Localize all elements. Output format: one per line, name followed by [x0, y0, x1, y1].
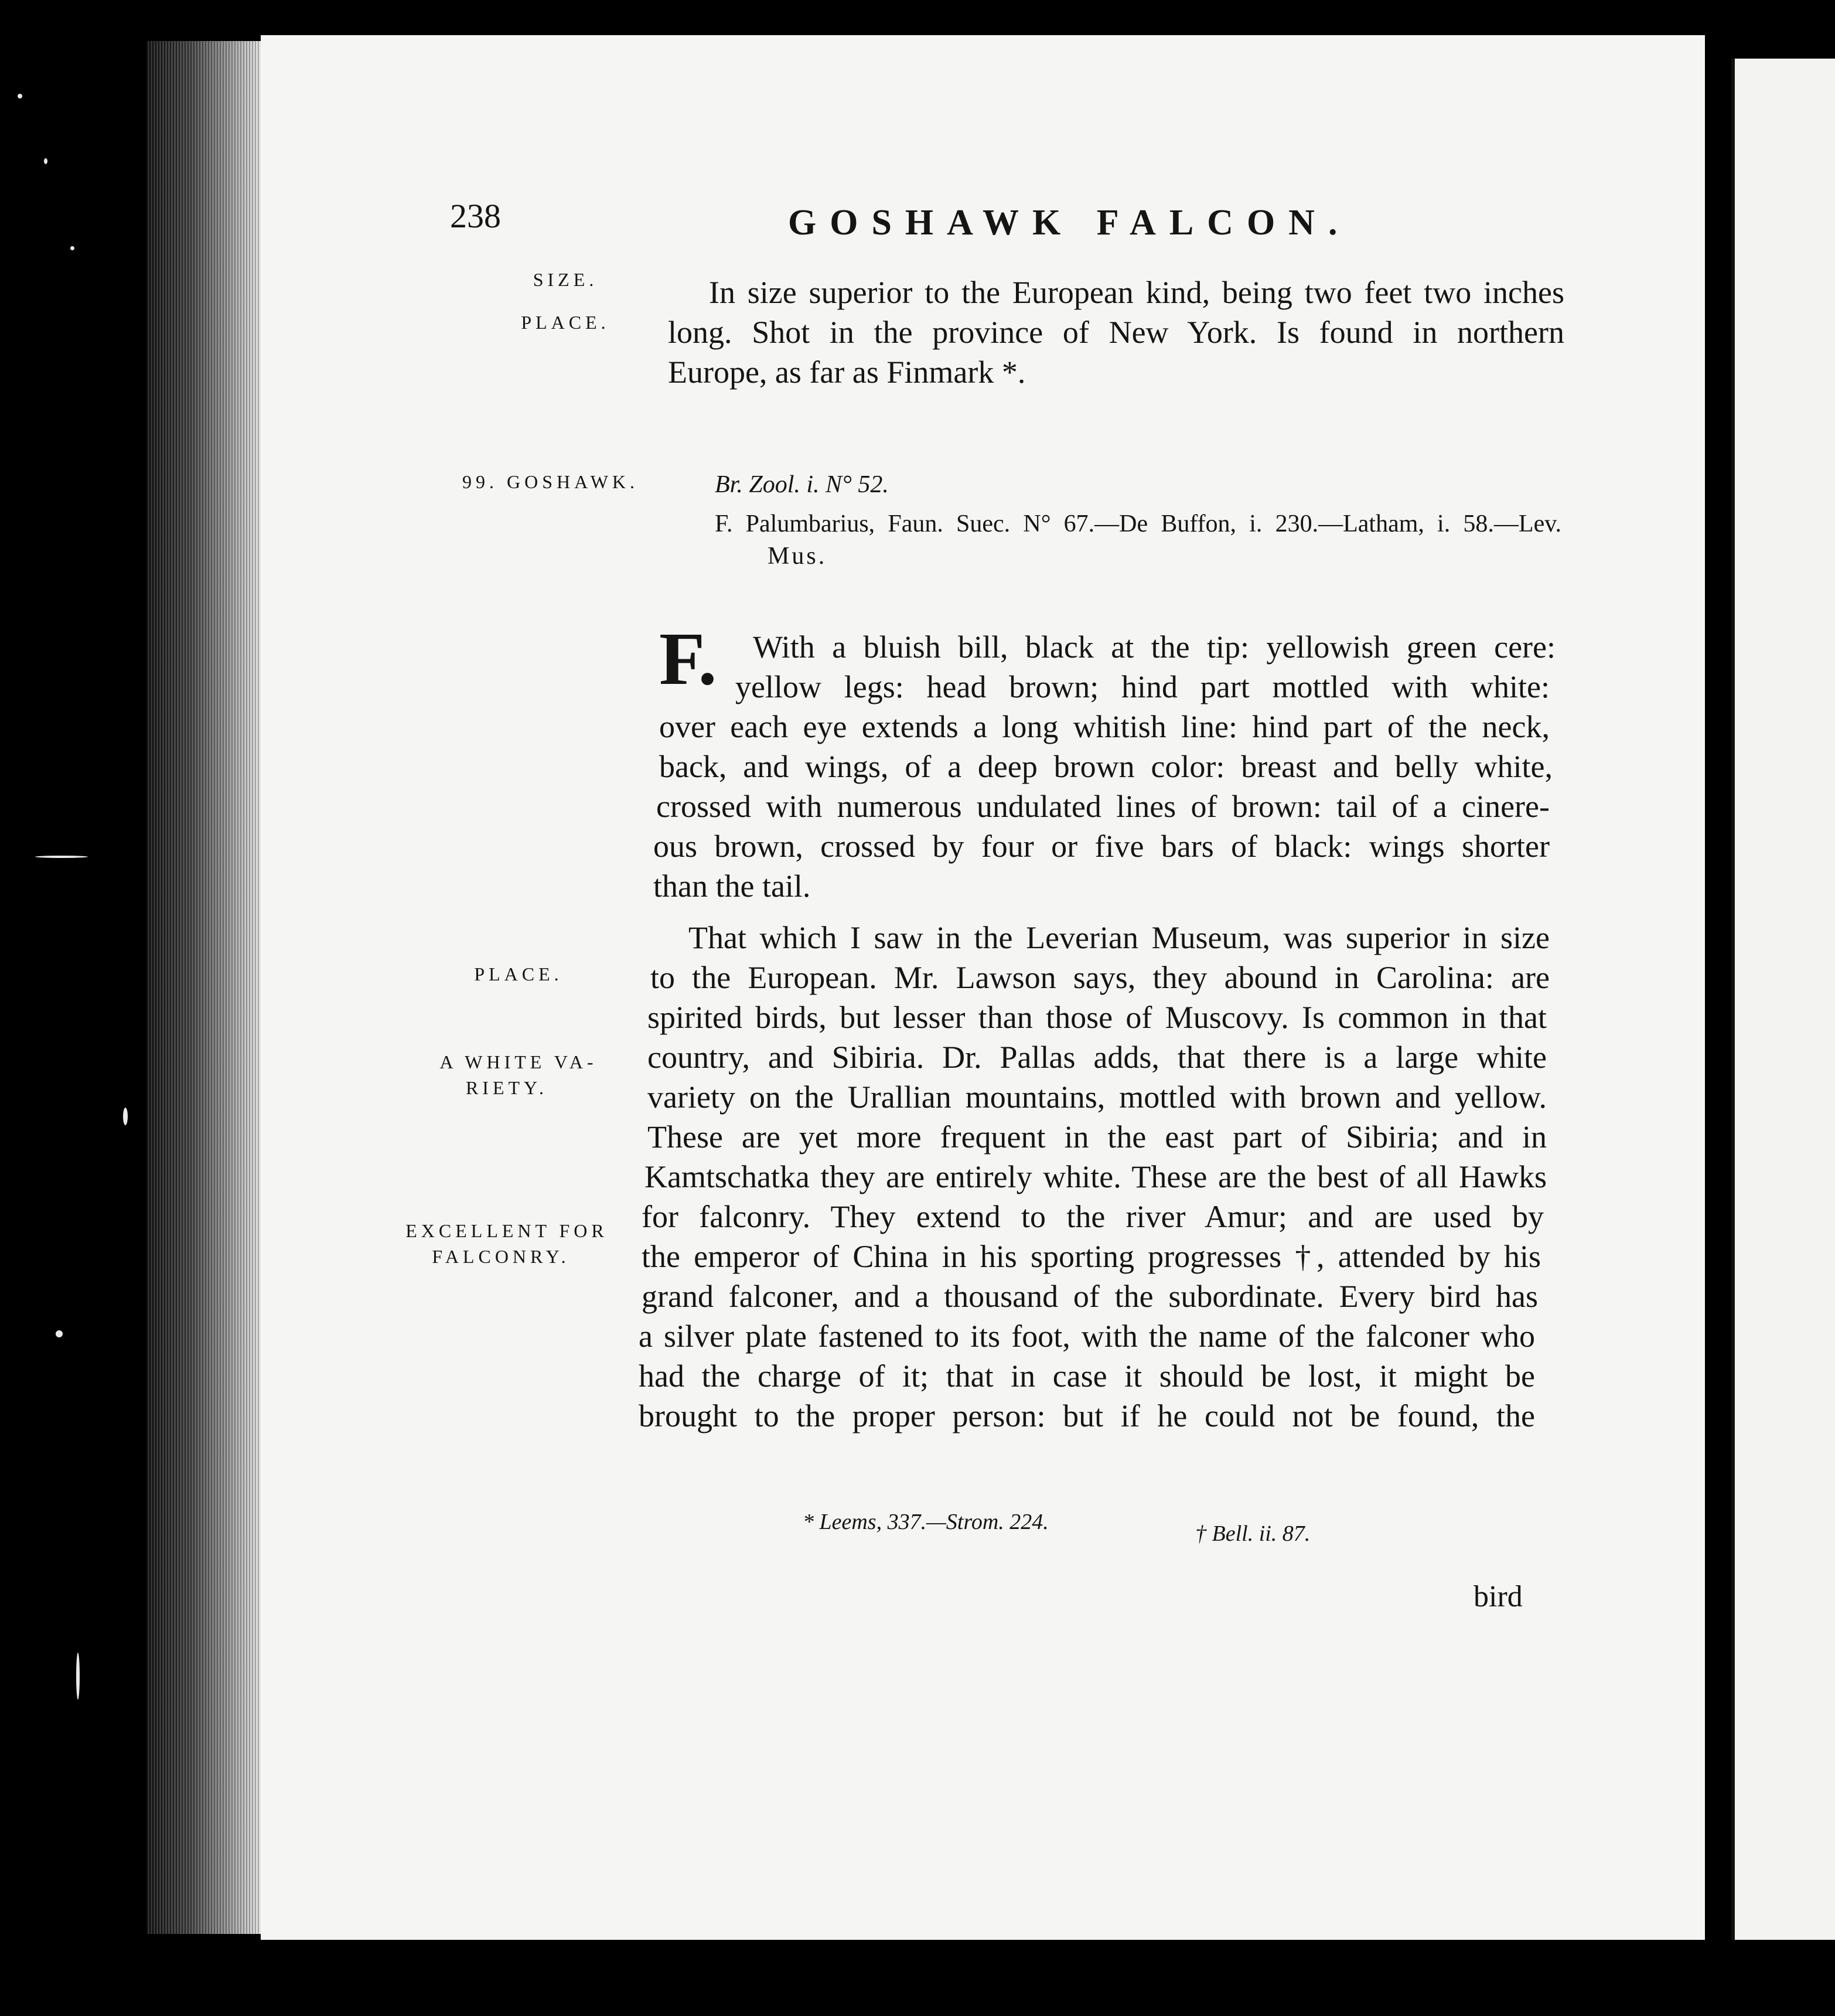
narrative-line: These are yet more frequent in the east part of Sibiria; and in	[647, 1119, 1547, 1155]
margin-note-place-2: PLACE.	[474, 963, 563, 985]
description-line: back, and wings, of a deep brown color: breast and belly white,	[659, 749, 1553, 784]
description-line: than the tail.	[653, 869, 811, 904]
synonym-line: Mus.	[768, 543, 827, 570]
margin-note-falconry-2: FALCONRY.	[432, 1246, 570, 1267]
margin-note-species: 99. GOSHAWK.	[462, 471, 639, 492]
running-head: GOSHAWK FALCON.	[788, 203, 1351, 243]
narrative-line: spirited birds, but lesser than those of Muscovy. Is common in that	[647, 1000, 1547, 1035]
intro-line: long. Shot in the province of New York. Is found in northern	[668, 315, 1564, 350]
margin-note-size: SIZE.	[533, 269, 598, 290]
description-line: yellow legs: head brown; hind part mottled with white:	[735, 669, 1550, 704]
synonym-line: Br. Zool. i. N° 52.	[715, 471, 889, 498]
footnote-star: * Leems, 337.—Strom. 224.	[803, 1510, 1049, 1534]
description-line: crossed with numerous undulated lines of brown: tail of a cinere-	[656, 789, 1550, 824]
scan-speck	[44, 158, 47, 164]
scan-speck	[70, 246, 74, 250]
scan-speck	[123, 1108, 128, 1125]
narrative-line: the emperor of China in his sporting progresses †, attended by his	[642, 1239, 1541, 1274]
facing-page-edge	[1731, 59, 1835, 1940]
page-number: 238	[450, 197, 501, 235]
description-line: With a bluish bill, black at the tip: yellowish green cere:	[753, 629, 1556, 665]
narrative-line: That which I saw in the Leverian Museum, was superior in size	[688, 920, 1550, 955]
narrative-line: a silver plate fastened to its foot, with the name of the falconer who	[639, 1319, 1535, 1354]
narrative-line: for falconry. They extend to the river Amur; and are used by	[642, 1199, 1544, 1234]
description-line: over each eye extends a long whitish line: hind part of the neck,	[659, 709, 1550, 744]
narrative-line: variety on the Urallian mountains, mottled with brown and yellow.	[647, 1079, 1547, 1115]
scan-speck	[35, 856, 88, 858]
narrative-line: to the European. Mr. Lawson says, they abound in Carolina: are	[650, 960, 1550, 995]
description-line: ous brown, crossed by four or five bars of black: wings shorter	[653, 829, 1550, 864]
narrative-line: grand falconer, and a thousand of the subordinate. Every bird has	[642, 1279, 1538, 1314]
narrative-line: Kamtschatka they are entirely white. These are the best of all Hawks	[644, 1159, 1547, 1194]
margin-note-place: PLACE.	[521, 312, 610, 333]
scan-speck	[18, 94, 22, 98]
margin-note-falconry-1: EXCELLENT FOR	[405, 1220, 608, 1241]
scan-speck	[76, 1653, 80, 1700]
scan-speck	[56, 1330, 63, 1337]
footnote-dagger: † Bell. ii. 87.	[1195, 1521, 1311, 1546]
margin-note-white-variety-1: A WHITE VA-	[439, 1051, 598, 1072]
catchword: bird	[1474, 1580, 1523, 1613]
margin-note-white-variety-2: RIETY.	[465, 1077, 548, 1098]
intro-line: Europe, as far as Finmark *.	[668, 355, 1026, 390]
synonym-line: F. Palumbarius, Faun. Suec. N° 67.—De Buffon, i. 230.—Latham, i. 58.—Lev.	[715, 510, 1561, 537]
narrative-line: country, and Sibiria. Dr. Pallas adds, that there is a large white	[647, 1040, 1547, 1075]
drop-cap: F.	[659, 617, 717, 700]
book-page-edges	[146, 41, 270, 1934]
narrative-line: had the charge of it; that in case it should be lost, it might be	[639, 1358, 1535, 1394]
narrative-line: brought to the proper person: but if he could not be found, the	[639, 1398, 1535, 1433]
intro-line: In size superior to the European kind, being two feet two inches	[709, 275, 1564, 310]
